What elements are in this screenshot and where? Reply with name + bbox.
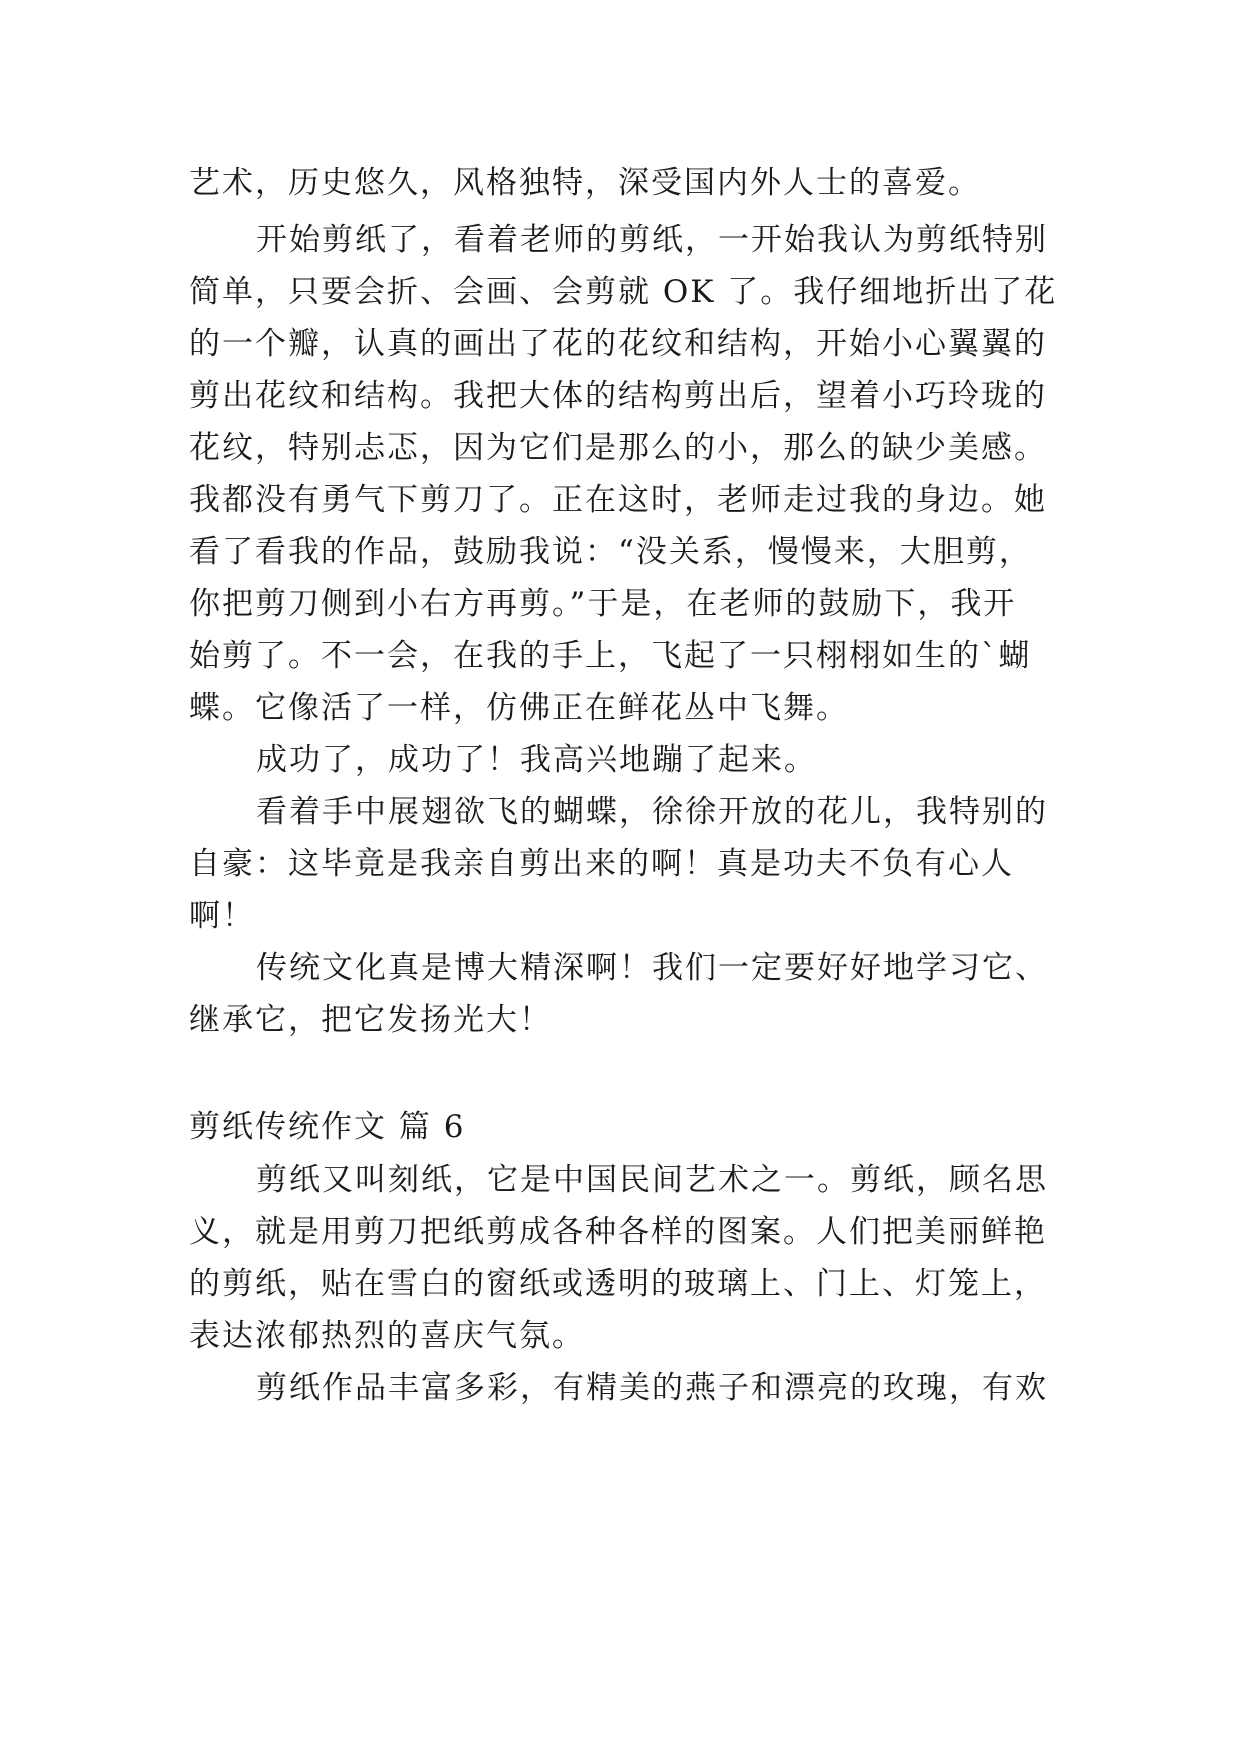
text-line: 自豪：这毕竟是我亲自剪出来的啊！真是功夫不负有心人: [189, 846, 1014, 882]
text-line: 蝶。它像活了一样，仿佛正在鲜花丛中飞舞。: [189, 690, 849, 726]
text-line: 我都没有勇气下剪刀了。正在这时，老师走过我的身边。她: [189, 482, 1047, 518]
text-line: 艺术，历史悠久，风格独特，深受国内外人士的喜爱。: [189, 165, 981, 201]
text-line: 看了看我的作品，鼓励我说：“没关系，慢慢来，大胆剪，: [189, 534, 1032, 570]
text-line: 的一个瓣，认真的画出了花的花纹和结构，开始小心翼翼的: [189, 326, 1047, 362]
paragraph-start-line: 看着手中展翅欲飞的蝴蝶，徐徐开放的花儿，我特别的: [256, 794, 1048, 830]
text-line: 花纹，特别忐忑，因为它们是那么的小，那么的缺少美感。: [189, 430, 1047, 466]
paragraph-start-line: 传统文化真是博大精深啊！我们一定要好好地学习它、: [256, 950, 1048, 986]
text-line: 简单，只要会折、会画、会剪就 OK 了。我仔细地折出了花: [189, 274, 1058, 310]
text-line: 继承它，把它发扬光大！: [189, 1002, 552, 1038]
text-line: 剪出花纹和结构。我把大体的结构剪出后，望着小巧玲珑的: [189, 378, 1047, 414]
text-line: 的剪纸，贴在雪白的窗纸或透明的玻璃上、门上、灯笼上，: [189, 1266, 1047, 1302]
text-line: 表达浓郁热烈的喜庆气氛。: [189, 1318, 585, 1354]
paragraph-start-line: 成功了，成功了！我高兴地蹦了起来。: [256, 742, 817, 778]
section-heading: 剪纸传统作文 篇 6: [189, 1109, 466, 1145]
paragraph-start-line: 剪纸又叫刻纸，它是中国民间艺术之一。剪纸，顾名思: [256, 1162, 1048, 1198]
text-line: 你把剪刀侧到小右方再剪。”于是，在老师的鼓励下，我开: [189, 586, 1017, 622]
text-line: 啊！: [189, 898, 255, 934]
text-line: 始剪了。不一会，在我的手上，飞起了一只栩栩如生的`蝴: [189, 638, 1032, 674]
text-line: 义，就是用剪刀把纸剪成各种各样的图案。人们把美丽鲜艳: [189, 1214, 1047, 1250]
paragraph-start-line: 开始剪纸了，看着老师的剪纸，一开始我认为剪纸特别: [256, 222, 1048, 258]
paragraph-start-line: 剪纸作品丰富多彩，有精美的燕子和漂亮的玫瑰，有欢: [256, 1370, 1048, 1406]
